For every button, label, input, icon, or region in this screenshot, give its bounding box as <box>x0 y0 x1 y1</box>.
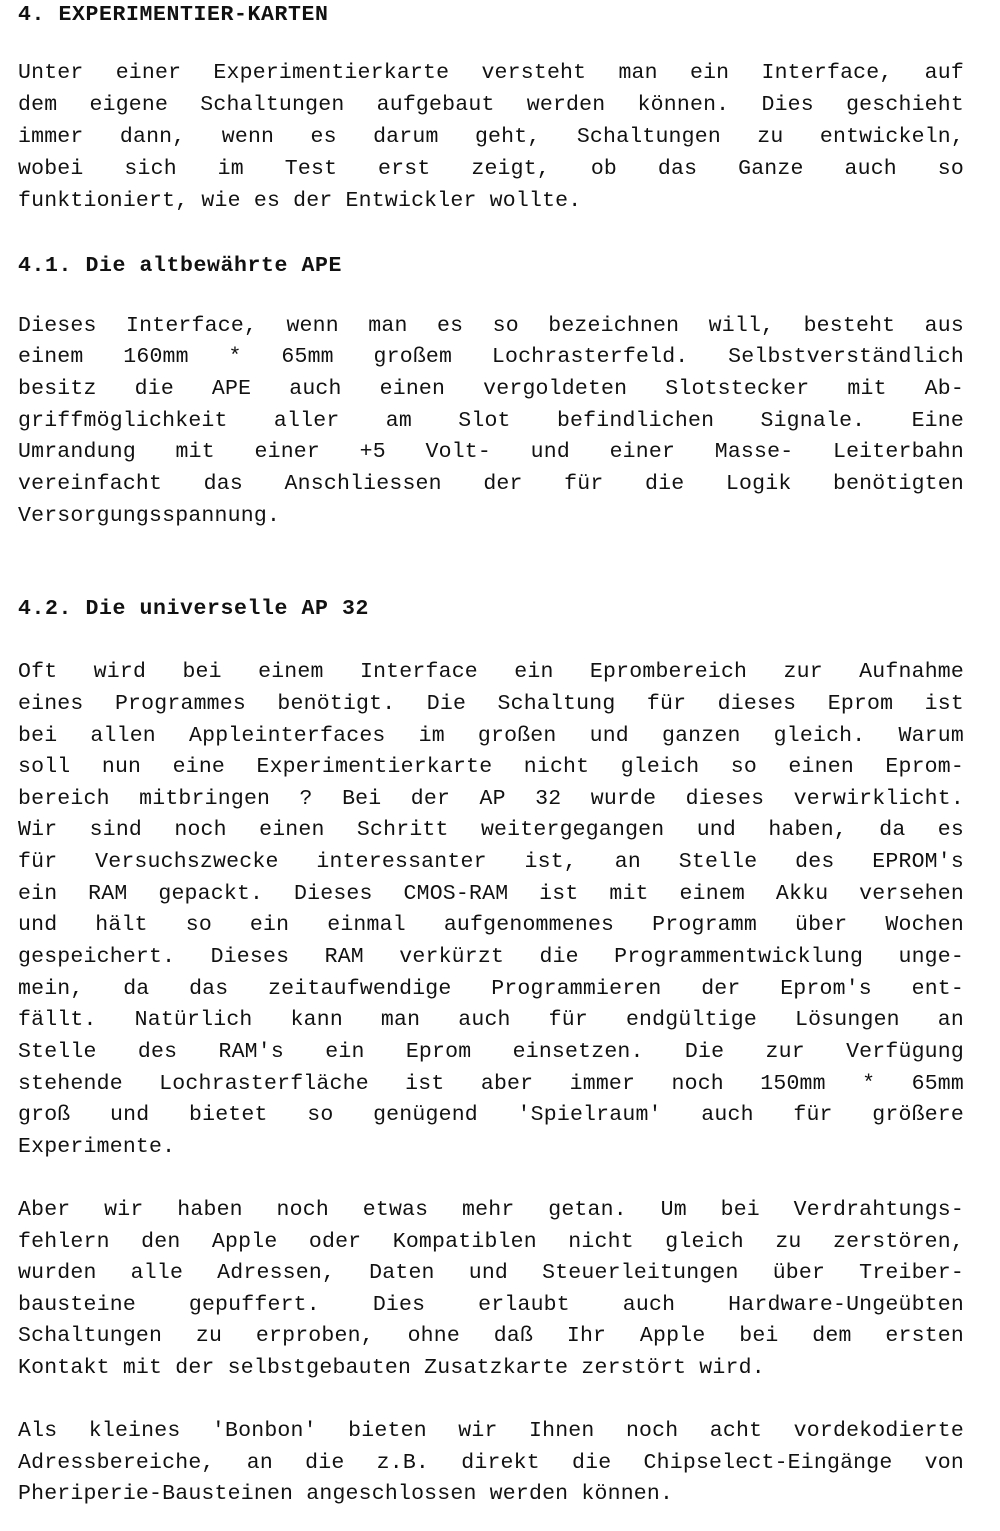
section-heading: 4.1. Die altbewährte APE <box>18 254 343 278</box>
text-line: mein, da das zeitaufwendige Programmieren der Eprom's ent- <box>18 977 964 1001</box>
text-line: fällt. Natürlich kann man auch für endgültige Lösungen an <box>18 1008 964 1032</box>
text-line: bausteine gepuffert. Dies erlaubt auch Hardware-Ungeübten <box>18 1293 964 1317</box>
text-line: Umrandung mit einer +5 Volt- und einer Masse- Leiterbahn <box>18 440 964 464</box>
text-line: wobei sich im Test erst zeigt, ob das Ganze auch so <box>18 157 964 181</box>
text-line: Aber wir haben noch etwas mehr getan. Um bei Verdrahtungs- <box>18 1198 964 1222</box>
text-line: für Versuchszwecke interessanter ist, an Stelle des EPROM's <box>18 850 964 874</box>
text-line: soll nun eine Experimentierkarte nicht gleich so einen Eprom- <box>18 755 964 779</box>
section-heading: 4.2. Die universelle AP 32 <box>18 597 370 621</box>
text-line: stehende Lochrasterfläche ist aber immer noch 150mm * 65mm <box>18 1072 964 1096</box>
text-line: Oft wird bei einem Interface ein Eprombereich zur Aufnahme <box>18 660 964 684</box>
text-line: Adressbereiche, an die z.B. direkt die Chipselect-Eingänge von <box>18 1451 964 1475</box>
text-line: griffmöglichkeit aller am Slot befindlichen Signale. Eine <box>18 409 964 433</box>
text-line: Wir sind noch einen Schritt weitergegangen und haben, da es <box>18 818 964 842</box>
text-line: Pheriperie-Bausteinen angeschlossen werden können. <box>18 1482 674 1506</box>
text-line: Unter einer Experimentierkarte versteht man ein Interface, auf <box>18 61 964 85</box>
text-line: Als kleines 'Bonbon' bieten wir Ihnen noch acht vordekodierte <box>18 1419 964 1443</box>
text-line: bei allen Appleinterfaces im großen und ganzen gleich. Warum <box>18 724 964 748</box>
section-heading: 4. EXPERIMENTIER-KARTEN <box>18 3 329 27</box>
text-line: eines Programmes benötigt. Die Schaltung für dieses Eprom ist <box>18 692 964 716</box>
text-line: Schaltungen zu erproben, ohne daß Ihr Apple bei dem ersten <box>18 1324 964 1348</box>
text-line: Experimente. <box>18 1135 176 1159</box>
text-line: vereinfacht das Anschliessen der für die Logik benötigten <box>18 472 964 496</box>
text-line: Dieses Interface, wenn man es so bezeichnen will, besteht aus <box>18 314 964 338</box>
text-line: dem eigene Schaltungen aufgebaut werden können. Dies geschieht <box>18 93 964 117</box>
text-line: gespeichert. Dieses RAM verkürzt die Programmentwicklung unge- <box>18 945 964 969</box>
text-line: ein RAM gepackt. Dieses CMOS-RAM ist mit einem Akku versehen <box>18 882 964 906</box>
text-line: besitz die APE auch einen vergoldeten Slotstecker mit Ab- <box>18 377 964 401</box>
text-line: groß und bietet so genügend 'Spielraum' auch für größere <box>18 1103 964 1127</box>
text-line: wurden alle Adressen, Daten und Steuerleitungen über Treiber- <box>18 1261 964 1285</box>
text-line: bereich mitbringen ? Bei der AP 32 wurde dieses verwirklicht. <box>18 787 964 811</box>
text-line: und hält so ein einmal aufgenommenes Programm über Wochen <box>18 913 964 937</box>
text-line: funktioniert, wie es der Entwickler wollte. <box>18 189 582 213</box>
text-line: Stelle des RAM's ein Eprom einsetzen. Die zur Verfügung <box>18 1040 964 1064</box>
text-line: Kontakt mit der selbstgebauten Zusatzkarte zerstört wird. <box>18 1356 765 1380</box>
text-line: Versorgungsspannung. <box>18 504 281 528</box>
text-line: einem 160mm * 65mm großem Lochrasterfeld. Selbstverständlich <box>18 345 964 369</box>
text-line: immer dann, wenn es darum geht, Schaltungen zu entwickeln, <box>18 125 964 149</box>
text-line: fehlern den Apple oder Kompatiblen nicht gleich zu zerstören, <box>18 1230 964 1254</box>
